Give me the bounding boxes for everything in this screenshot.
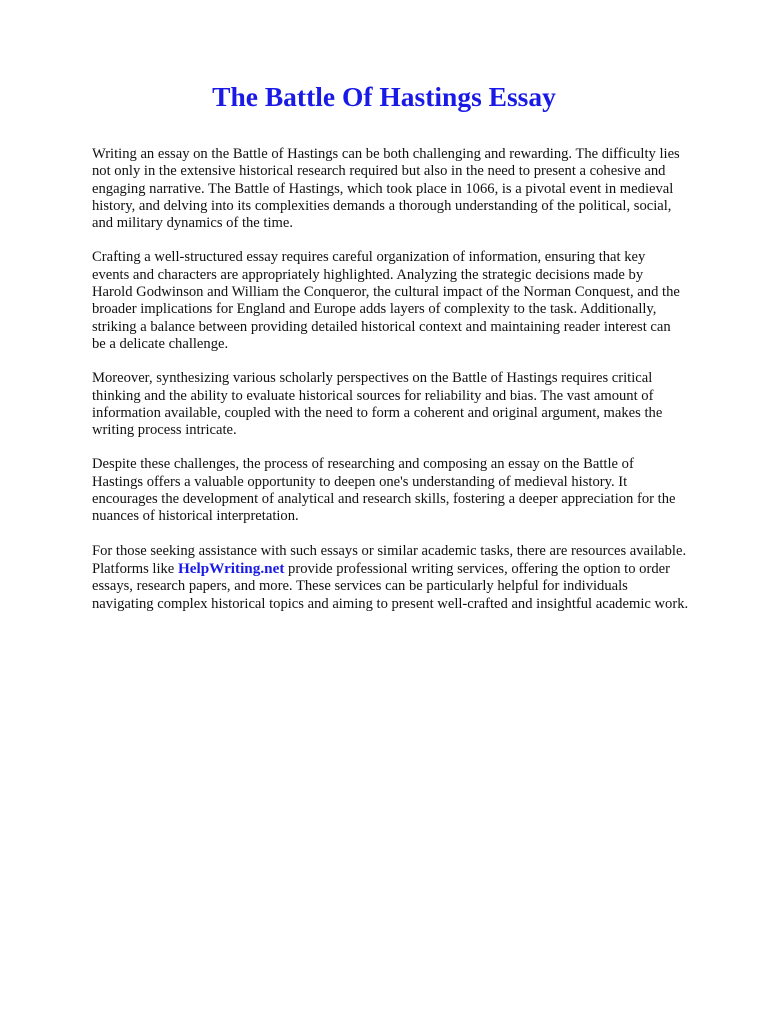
text-line: events and characters are appropriately highlighted. Analyzing the strategic decisions made by [92, 266, 644, 283]
paragraph-4 [92, 456, 732, 525]
text-line: broader implications for England and Europe adds layers of complexity to the task. Additionally, [92, 301, 657, 318]
paragraph-5 [92, 543, 732, 613]
text-line: Harold Godwinson and William the Conqueror, the cultural impact of the Norman Conquest, and the [92, 284, 680, 301]
text-line: nuances of historical interpretation. [92, 508, 299, 525]
text-line: Crafting a well-structured essay requires careful organization of information, ensuring that key [92, 249, 646, 266]
helpwriting-link[interactable]: HelpWriting.net [177, 559, 285, 577]
text-line: be a delicate challenge. [92, 335, 229, 352]
text-line: information available, coupled with the need to form a coherent and original argument, makes the [92, 404, 663, 421]
paragraph-2 [92, 249, 732, 353]
text-line: Writing an essay on the Battle of Hastings can be both challenging and rewarding. The difficulty lies [92, 146, 680, 162]
text-line: striking a balance between providing detailed historical context and maintaining reader interest can [92, 318, 671, 335]
text-line: encourages the development of analytical and research skills, fostering a deeper appreciation for the [92, 491, 676, 508]
text-line: Despite these challenges, the process of researching and composing an essay on the Battle of [92, 456, 634, 473]
page-title: The Battle Of Hastings Essay [212, 81, 556, 112]
text-line: Hastings offers a valuable opportunity to deepen one's understanding of medieval history. It [92, 473, 628, 490]
essay-body [92, 146, 732, 630]
text-line: Moreover, synthesizing various scholarly perspectives on the Battle of Hastings requires critical [92, 370, 653, 387]
text-line: thinking and the ability to evaluate historical sources for reliability and bias. The vast amount of [92, 387, 654, 404]
text-line: engaging narrative. The Battle of Hastings, which took place in 1066, is a pivotal event in medieval [92, 180, 674, 197]
text-line: For those seeking assistance with such essays or similar academic tasks, there are resources available. [92, 542, 687, 559]
text-segment: Platforms like [92, 560, 178, 577]
paragraph-3 [92, 370, 732, 439]
text-line: not only in the extensive historical research required but also in the need to present a cohesive and [92, 163, 666, 180]
text-line: essays, research papers, and more. These services can be particularly helpful for individuals [92, 578, 628, 595]
text-line: and military dynamics of the time. [92, 215, 294, 232]
text-line: navigating complex historical topics and aiming to present well-crafted and insightful academic work. [92, 595, 689, 612]
text-line: history, and delving into its complexities demands a thorough understanding of the political, social, [92, 197, 672, 214]
paragraph-1 [92, 146, 732, 232]
text-line-with-link [92, 560, 732, 578]
text-segment: provide professional writing services, offering the option to order [284, 560, 670, 577]
text-line: writing process intricate. [92, 422, 237, 439]
